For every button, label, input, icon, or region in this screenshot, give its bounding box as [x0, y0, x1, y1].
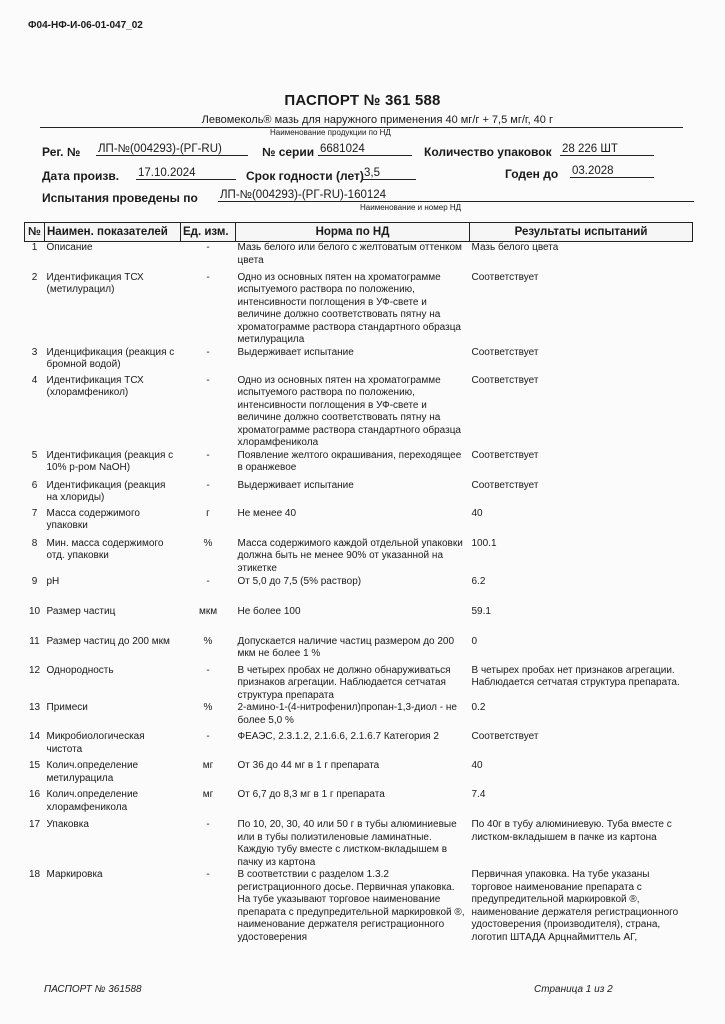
row-norm: В соответствии с разделом 1.3.2 регистрационного досье. Первичная упаковка. На тубе указывают торговое наименование препарата с предупредительной маркировкой ®, наименование держателя регистрационного удостоверения [237, 869, 465, 943]
row-num: 1 [31, 242, 38, 253]
row-unit: - [206, 271, 210, 283]
table-row [25, 242, 693, 272]
row-norm: Допускается наличие частиц размером до 200 мкм не более 1 % [237, 635, 455, 659]
row-result: 0.2 [471, 702, 486, 713]
row-name: Размер частиц [46, 605, 116, 617]
shelf-life-value: 3,5 [362, 167, 416, 180]
row-result: Соответствует [471, 479, 539, 491]
header-name: Наимен. показателей [45, 223, 181, 242]
row-unit: - [206, 242, 210, 253]
row-norm: От 6,7 до 8,3 мг в 1 г препарата [237, 789, 385, 800]
row-unit: - [206, 346, 210, 358]
row-num: 13 [28, 702, 41, 713]
row-num: 11 [29, 635, 40, 647]
row-norm: Выдерживает испытание [237, 346, 354, 358]
row-num: 6 [31, 479, 38, 491]
date-label: Дата произв. [42, 169, 120, 183]
row-result: Соответствует [471, 271, 539, 283]
row-result: 40 [471, 507, 483, 519]
shelf-life-label: Срок годности (лет) [246, 169, 364, 183]
row-name: Колич.определение хлорамфеникола [46, 789, 139, 813]
passport-title: ПАСПОРТ № 361 588 [284, 92, 441, 109]
row-norm: Не менее 40 [237, 507, 297, 519]
row-result: 59.1 [471, 605, 491, 617]
row-result: 7.4 [471, 789, 486, 800]
table-row [25, 375, 693, 450]
row-result: В четырех пробах нет признаков агрегации. Наблюдается сетчатая структура препарата. [471, 664, 680, 688]
tested-by-value: ЛП-№(004293)-(РГ-RU)-160124 [218, 189, 694, 202]
table-row [25, 702, 693, 731]
row-name: Идентификация (реакция с 10% р-ром NaOH) [46, 449, 174, 473]
row-result: 0 [471, 635, 478, 647]
table-row [25, 606, 693, 636]
row-num: 10 [28, 605, 41, 617]
row-name: Масса содержимого упаковки [46, 507, 140, 531]
footer-page-number: Страница 1 из 2 [534, 984, 613, 995]
row-name: Размер частиц до 200 мкм [46, 635, 170, 647]
row-norm: Мазь белого или белого с желтоватым оттенком цвета [237, 242, 462, 266]
table-row [25, 272, 693, 347]
row-num: 8 [31, 537, 38, 549]
table-header-row [25, 223, 693, 242]
row-unit: мг [202, 789, 214, 800]
row-norm: Одно из основных пятен на хроматограмме испытуемого раствора по положению, интенсивности поглощения в УФ-свете и величине должно соответствовать пятну на хроматограмме раствора стандартного образца хлорамфеникола [237, 374, 461, 448]
row-unit: мкм [198, 605, 218, 617]
row-num: 15 [28, 760, 41, 771]
series-value: 6681024 [318, 143, 412, 156]
table-row [25, 819, 693, 869]
row-result: Соответствует [471, 346, 539, 358]
row-unit: - [206, 664, 210, 676]
row-result: Мазь белого цвета [471, 242, 559, 253]
table-row [25, 576, 693, 606]
row-result: По 40г в тубу алюминиевую. Туба вместе с листком-вкладышем в пачке из картона [471, 819, 672, 843]
header-unit: Ед. изм. [181, 223, 236, 242]
table-row [25, 480, 693, 508]
row-unit: - [206, 374, 210, 386]
tested-by-label: Испытания проведены по [42, 191, 198, 205]
row-unit: % [203, 635, 213, 647]
row-name: Описание [46, 242, 93, 253]
header-norm: Норма по НД [236, 223, 470, 242]
row-name: Примеси [46, 702, 88, 713]
row-name: Маркировка [46, 869, 103, 880]
row-num: 12 [28, 664, 41, 676]
row-unit: мг [202, 760, 214, 771]
table-row [25, 508, 693, 538]
table-row [25, 869, 693, 957]
row-result: 6.2 [471, 575, 486, 587]
product-name: Левомеколь® мазь для наружного применения 40 мг/г + 7,5 мг/г, 40 г [40, 114, 683, 128]
row-unit: - [206, 575, 210, 587]
row-name: Колич.определение метилурацила [46, 760, 139, 784]
row-num: 18 [28, 869, 41, 880]
table-row [25, 636, 693, 665]
row-name: Идентификация (реакция на хлориды) [46, 479, 166, 503]
table-row [25, 760, 693, 789]
row-unit: - [206, 819, 210, 830]
expiry-value: 03.2028 [570, 165, 654, 178]
footer-passport-number: ПАСПОРТ № 361588 [44, 984, 142, 995]
row-result: Соответствует [471, 731, 539, 742]
series-label: № серии [262, 145, 315, 159]
row-unit: - [206, 449, 210, 461]
row-num: 16 [28, 789, 41, 800]
reg-label: Рег. № [42, 145, 81, 159]
table-row [25, 731, 693, 760]
row-num: 9 [31, 575, 38, 587]
row-num: 14 [28, 731, 41, 742]
row-norm: Не более 100 [237, 605, 301, 617]
table-row [25, 789, 693, 819]
row-norm: По 10, 20, 30, 40 или 50 г в тубы алюминиевые или в тубы полиэтиленовые ламинатные. Каждую тубу вместе с листком-вкладышем в пачку из картона [237, 819, 457, 868]
row-result: Соответствует [471, 449, 539, 461]
row-num: 2 [31, 271, 38, 283]
date-value: 17.10.2024 [136, 167, 236, 180]
row-norm: Одно из основных пятен на хроматограмме испытуемого раствора по положению, интенсивности поглощения в УФ-свете и величине должно соответствовать пятну на хроматограмме раствора стандартного образца метилурацила [237, 271, 461, 345]
header-result: Результаты испытаний [470, 223, 693, 242]
table-row [25, 347, 693, 375]
row-num: 3 [31, 346, 38, 358]
row-norm: В четырех пробах не должно обнаруживаться признаков агрегации. Наблюдается сетчатая структура препарата [237, 664, 451, 701]
row-unit: г [206, 507, 210, 519]
row-unit: - [206, 869, 210, 880]
row-num: 4 [31, 374, 38, 386]
row-name: Мин. масса содержимого отд. упаковки [46, 537, 164, 561]
row-name: pH [46, 575, 60, 587]
row-result: 100.1 [471, 537, 497, 549]
row-name: Упаковка [46, 819, 89, 830]
qty-value: 28 226 ШТ [560, 143, 654, 156]
test-results-table [24, 222, 693, 957]
row-name: Однородность [46, 664, 114, 676]
row-name: Идентификация ТСХ (метилурацил) [46, 271, 144, 295]
row-num: 7 [31, 507, 38, 519]
row-result: Соответствует [471, 374, 539, 386]
row-unit: % [203, 537, 213, 549]
row-result: 40 [471, 760, 483, 771]
row-unit: - [206, 479, 210, 491]
row-norm: Масса содержимого каждой отдельной упаковки должна быть не менее 90% от указанной на этикетке [237, 537, 463, 574]
row-unit: % [203, 702, 213, 713]
row-num: 17 [28, 819, 41, 830]
row-unit: - [206, 731, 210, 742]
tested-by-caption: Наименование и номер НД [360, 203, 462, 212]
row-norm: ФЕАЭС, 2.3.1.2, 2.1.6.6, 2.1.6.7 Категория 2 [237, 731, 439, 742]
row-norm: От 5,0 до 7,5 (5% раствор) [237, 575, 362, 587]
row-norm: Появление желтого окрашивания, переходящее в оранжевое [237, 449, 462, 473]
row-name: Иденцификация (реакция с бромной водой) [46, 346, 175, 370]
row-name: Микробиологическая чистота [46, 731, 145, 755]
row-num: 5 [31, 449, 38, 461]
row-norm: Выдерживает испытание [237, 479, 354, 491]
table-row [25, 538, 693, 576]
expiry-label: Годен до [505, 167, 559, 181]
table-row [25, 665, 693, 703]
row-name: Идентификация ТСХ (хлорамфеникол) [46, 374, 144, 398]
row-norm: 2-амино-1-(4-нитрофенил)пропан-1,3-диол - не более 5,0 % [237, 702, 457, 726]
document-code: Ф04-НФ-И-06-01-047_02 [28, 20, 143, 31]
row-result: Первичная упаковка. На тубе указаны торговое наименование препарата с предупредительной маркировкой ®, наименование держателя регистрационного удостоверения (производителя), страна, логотип ШТАДА Арцнаймиттель АГ, [471, 869, 679, 943]
table-row [25, 450, 693, 480]
header-num: № [25, 223, 45, 242]
qty-label: Количество упаковок [424, 145, 552, 159]
row-norm: От 36 до 44 мг в 1 г препарата [237, 760, 380, 771]
product-caption: Наименование продукции по НД [270, 128, 391, 137]
reg-value: ЛП-№(004293)-(РГ-RU) [96, 143, 248, 156]
